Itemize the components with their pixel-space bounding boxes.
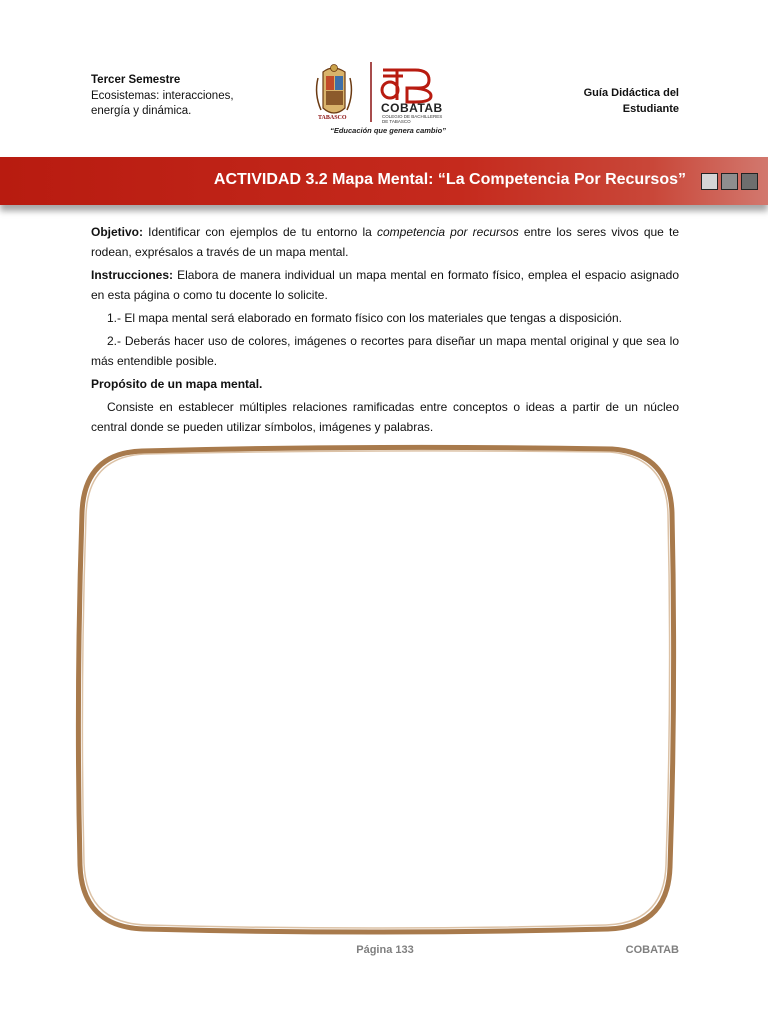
mind-map-drawing-area <box>72 443 680 936</box>
objective-label: Objetivo: <box>91 225 144 239</box>
objective-text-b: entre los seres vivos que te rodean, exprésalos a través de un mapa mental. <box>91 225 679 259</box>
step-1: 1.- El mapa mental será elaborado en formato físico con los materiales que tengas a disposición. <box>107 311 622 325</box>
instructions-paragraph <box>91 265 679 305</box>
semester-label: Tercer Semestre <box>91 74 181 86</box>
coat-of-arms-icon <box>317 65 352 114</box>
purpose-text: Consiste en establecer múltiples relaciones ramificadas entre conceptos o ideas a partir de un núcleo central donde se pueden utilizar símbolos, imágenes y palabras. <box>91 400 679 434</box>
cobatab-logo-name: COBATAB <box>381 101 443 115</box>
objective-text-emphasis: competencia por recursos <box>377 225 519 239</box>
banner-squares <box>701 173 758 190</box>
objective-text-a: Identificar con ejemplos de tu entorno la <box>143 225 377 239</box>
subject-line-2: energía y dinámica. <box>91 105 192 117</box>
step-2: 2.- Deberás hacer uso de colores, imágenes o recortes para diseñar un mapa mental original y que sea lo más entendible posible. <box>91 334 679 368</box>
guide-line-2: Estudiante <box>622 102 679 115</box>
objective-paragraph <box>91 222 679 262</box>
page-number: Página 133 <box>356 944 414 956</box>
header-guide-info <box>519 86 679 117</box>
cobatab-logo-subtitle <box>382 114 442 124</box>
subject-line-1: Ecosistemas: interacciones, <box>91 89 234 102</box>
cobatab-sub-line-1: COLEGIO DE BACHILLERES <box>382 114 443 119</box>
hand-drawn-frame <box>72 443 680 936</box>
square-icon-light <box>701 173 718 190</box>
tabasco-label: TABASCO <box>318 115 347 121</box>
cobatab-logo-icon <box>382 70 431 102</box>
instructions-text: Elabora de manera individual un mapa mental en formato físico, emplea el espacio asignado en esta página o como tu docente lo solicite. <box>91 268 679 302</box>
guide-line-1: Guía Didáctica del <box>583 87 679 99</box>
square-icon-medium <box>721 173 738 190</box>
cobatab-sub-line-2: DE TABASCO <box>382 119 411 124</box>
header-course-info <box>91 73 291 120</box>
activity-banner <box>0 157 768 205</box>
purpose-heading: Propósito de un mapa mental. <box>91 377 263 391</box>
instructions-label: Instrucciones: <box>91 268 174 282</box>
activity-title: ACTIVIDAD 3.2 Mapa Mental: “La Competencia Por Recursos” <box>213 171 686 188</box>
footer-brand: COBATAB <box>625 944 679 956</box>
activity-content <box>91 222 679 440</box>
slogan: “Educación que genera cambio” <box>330 126 446 135</box>
square-icon-dark <box>741 173 758 190</box>
